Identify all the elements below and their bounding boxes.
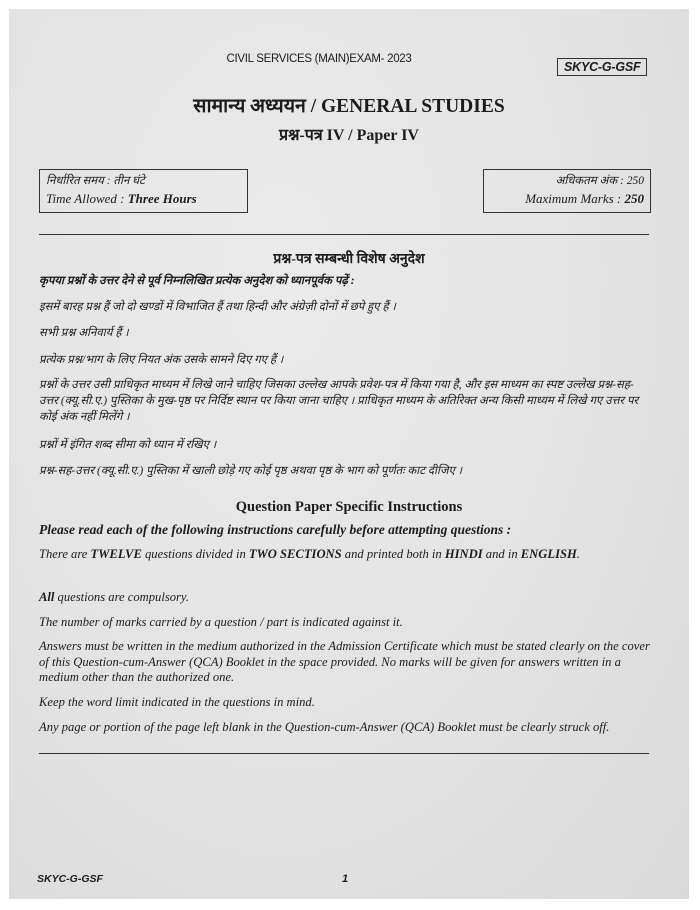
divider-bottom [39, 753, 649, 754]
paper-title: सामान्य अध्ययन / GENERAL STUDIES [193, 96, 505, 117]
time-allowed [46, 189, 241, 209]
maximum-marks-label: Maximum Marks : [525, 191, 625, 206]
english-instruction-3: The number of marks carried by a question / part is indicated against it. [39, 615, 403, 629]
hindi-instruction-1: इसमें बारह प्रश्न हैं जो दो खण्डों में विभाजित हैं तथा हिन्दी और अंग्रेज़ी दोनों में छपे हुए हैं । [39, 301, 396, 313]
maximum-marks-hindi: अधिकतम अंक : 250 [555, 175, 644, 187]
time-allowed-label: Time Allowed : [46, 191, 128, 206]
maximum-marks-box [483, 169, 651, 213]
divider-top [39, 234, 649, 235]
exam-name: CIVIL SERVICES (MAIN)EXAM- 2023 [226, 53, 412, 65]
english-instruction-6: Any page or portion of the page left blank in the Question-cum-Answer (QCA) Booklet must be clearly struck off. [39, 720, 610, 734]
english-instructions-title: Question Paper Specific Instructions [235, 499, 463, 515]
hindi-instructions-lead: कृपया प्रश्नों के उत्तर देने से पूर्व निम्नलिखित प्रत्येक अनुदेश को ध्यानपूर्वक पढ़ें : [39, 275, 355, 287]
english-instruction-1: There are TWELVE questions divided in TWO SECTIONS and printed both in HINDI and in ENGLISH. [39, 547, 580, 561]
english-instruction-2: All questions are compulsory. [39, 590, 189, 604]
hindi-instruction-4: प्रश्नों के उत्तर उसी प्राधिकृत माध्यम में लिखे जाने चाहिए जिसका उल्लेख आपके प्रवेश-पत्र में किया गया है, और इस माध्यम का स्पष्ट उल्लेख प्रश्न-सह-उत्तर (क्यू.सी.ए.) पुस्तिका के मुख-पृष्ठ पर निर्दिष्ट स्थान पर किया जाना चाहिए । प्राधिकृत माध्यम के अतिरिक्त अन्य किसी माध्यम में लिखे गए उत्तर पर कोई अंक नहीं मिलेंगे । [39, 379, 639, 423]
hindi-instruction-3: प्रत्येक प्रश्न/भाग के लिए नियत अंक उसके सामने दिए गए हैं । [39, 354, 284, 366]
time-allowed-value: Three Hours [127, 191, 197, 206]
hindi-instructions-title: प्रश्न-पत्र सम्बन्धी विशेष अनुदेश [273, 252, 425, 267]
maximum-marks-value: 250 [624, 191, 644, 206]
page-number: 1 [342, 873, 349, 885]
hindi-instruction-6: प्रश्न-सह-उत्तर (क्यू.सी.ए.) पुस्तिका में खाली छोड़े गए कोई पृष्ठ अथवा पृष्ठ के भाग को पूर्णतः काट दीजिए । [39, 465, 463, 477]
paper-code-badge: SKYC-G-GSF [557, 58, 647, 76]
maximum-marks [490, 189, 644, 209]
english-instructions-lead: Please read each of the following instructions carefully before attempting questions : [39, 522, 512, 537]
time-allowed-box [39, 169, 248, 213]
paper-subtitle: प्रश्न-पत्र IV / Paper IV [279, 127, 419, 144]
hindi-instruction-2: सभी प्रश्न अनिवार्य हैं । [39, 327, 129, 339]
footer-paper-code: SKYC-G-GSF [37, 873, 103, 885]
english-instruction-4: Answers must be written in the medium authorized in the Admission Certificate which must be stated clearly on the cover of this Question-cum-Answer (QCA) Booklet in the space provided. No marks will be given for answers written in a medium other than the authorized one. [39, 639, 650, 684]
english-instruction-5: Keep the word limit indicated in the questions in mind. [39, 695, 315, 709]
exam-page [9, 9, 689, 899]
hindi-instruction-5: प्रश्नों में इंगित शब्द सीमा को ध्यान में रखिए । [39, 439, 217, 451]
time-allowed-hindi: निर्धारित समय : तीन घंटे [46, 175, 145, 187]
